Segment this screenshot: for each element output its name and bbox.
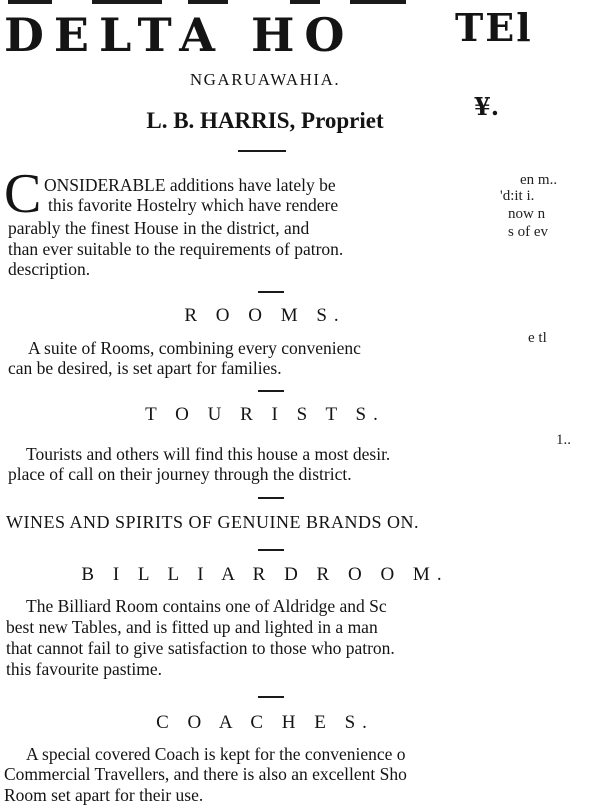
adjacent-column-fragment: e tl [528,330,547,346]
section-heading-tourists: T O U R I S T S. [145,404,385,425]
drop-cap: C [4,163,42,225]
coaches-line: A special covered Coach is kept for the convenience o [26,744,406,764]
adjacent-column-fragment: 'd:it i. [500,188,535,204]
adjacent-heading-fragment: TEl [455,5,533,50]
divider-rule [258,696,284,698]
adjacent-column-fragment: en m.. [520,172,558,188]
tourists-line: Tourists and others will find this house a most desir. [26,444,391,464]
billiard-line: that cannot fail to give satisfaction to those who patron. [6,638,395,658]
billiard-line: this favourite pastime. [6,659,163,679]
intro-line: parably the finest House in the district, and [8,218,310,238]
hotel-name: DELTA HO [4,8,355,62]
divider-rule [258,497,284,499]
intro-line: than ever suitable to the requirements of patron. [8,239,344,259]
intro-line: this favorite Hostelry which have rendere [48,195,339,215]
divider-rule [258,390,284,392]
rooms-line: can be desired, is set apart for families. [8,358,282,378]
divider-rule [238,150,286,152]
divider-rule [258,549,284,551]
section-heading-rooms: R O O M S. [184,305,346,326]
wines-banner: WINES AND SPIRITS OF GENUINE BRANDS ON. [6,512,420,532]
adjacent-column-fragment: s of ev [508,224,548,240]
section-heading-billiard-room: B I L L I A R D R O O M. [81,564,449,585]
town-name: NGARUAWAHIA. [189,70,341,89]
rooms-line: A suite of Rooms, combining every convenienc [28,338,361,358]
divider-rule [258,291,284,293]
intro-line: description. [8,259,91,279]
coaches-line: Room set apart for their use. [4,785,204,805]
adjacent-column-mark: ¥. [474,92,500,121]
intro-line: ONSIDERABLE additions have lately be [44,175,336,195]
adjacent-column-fragment: 1.. [556,432,571,448]
billiard-line: best new Tables, and is fitted up and lighted in a man [6,617,378,637]
proprietor-line: L. B. HARRIS, Propriet [146,108,384,133]
adjacent-column-fragment: now n [508,206,546,222]
tourists-line: place of call on their journey through the district. [8,464,352,484]
section-heading-coaches: C O A C H E S. [156,712,374,733]
billiard-line: The Billiard Room contains one of Aldridge and Sc [26,596,387,616]
coaches-line: Commercial Travellers, and there is also an excellent Sho [4,764,407,784]
